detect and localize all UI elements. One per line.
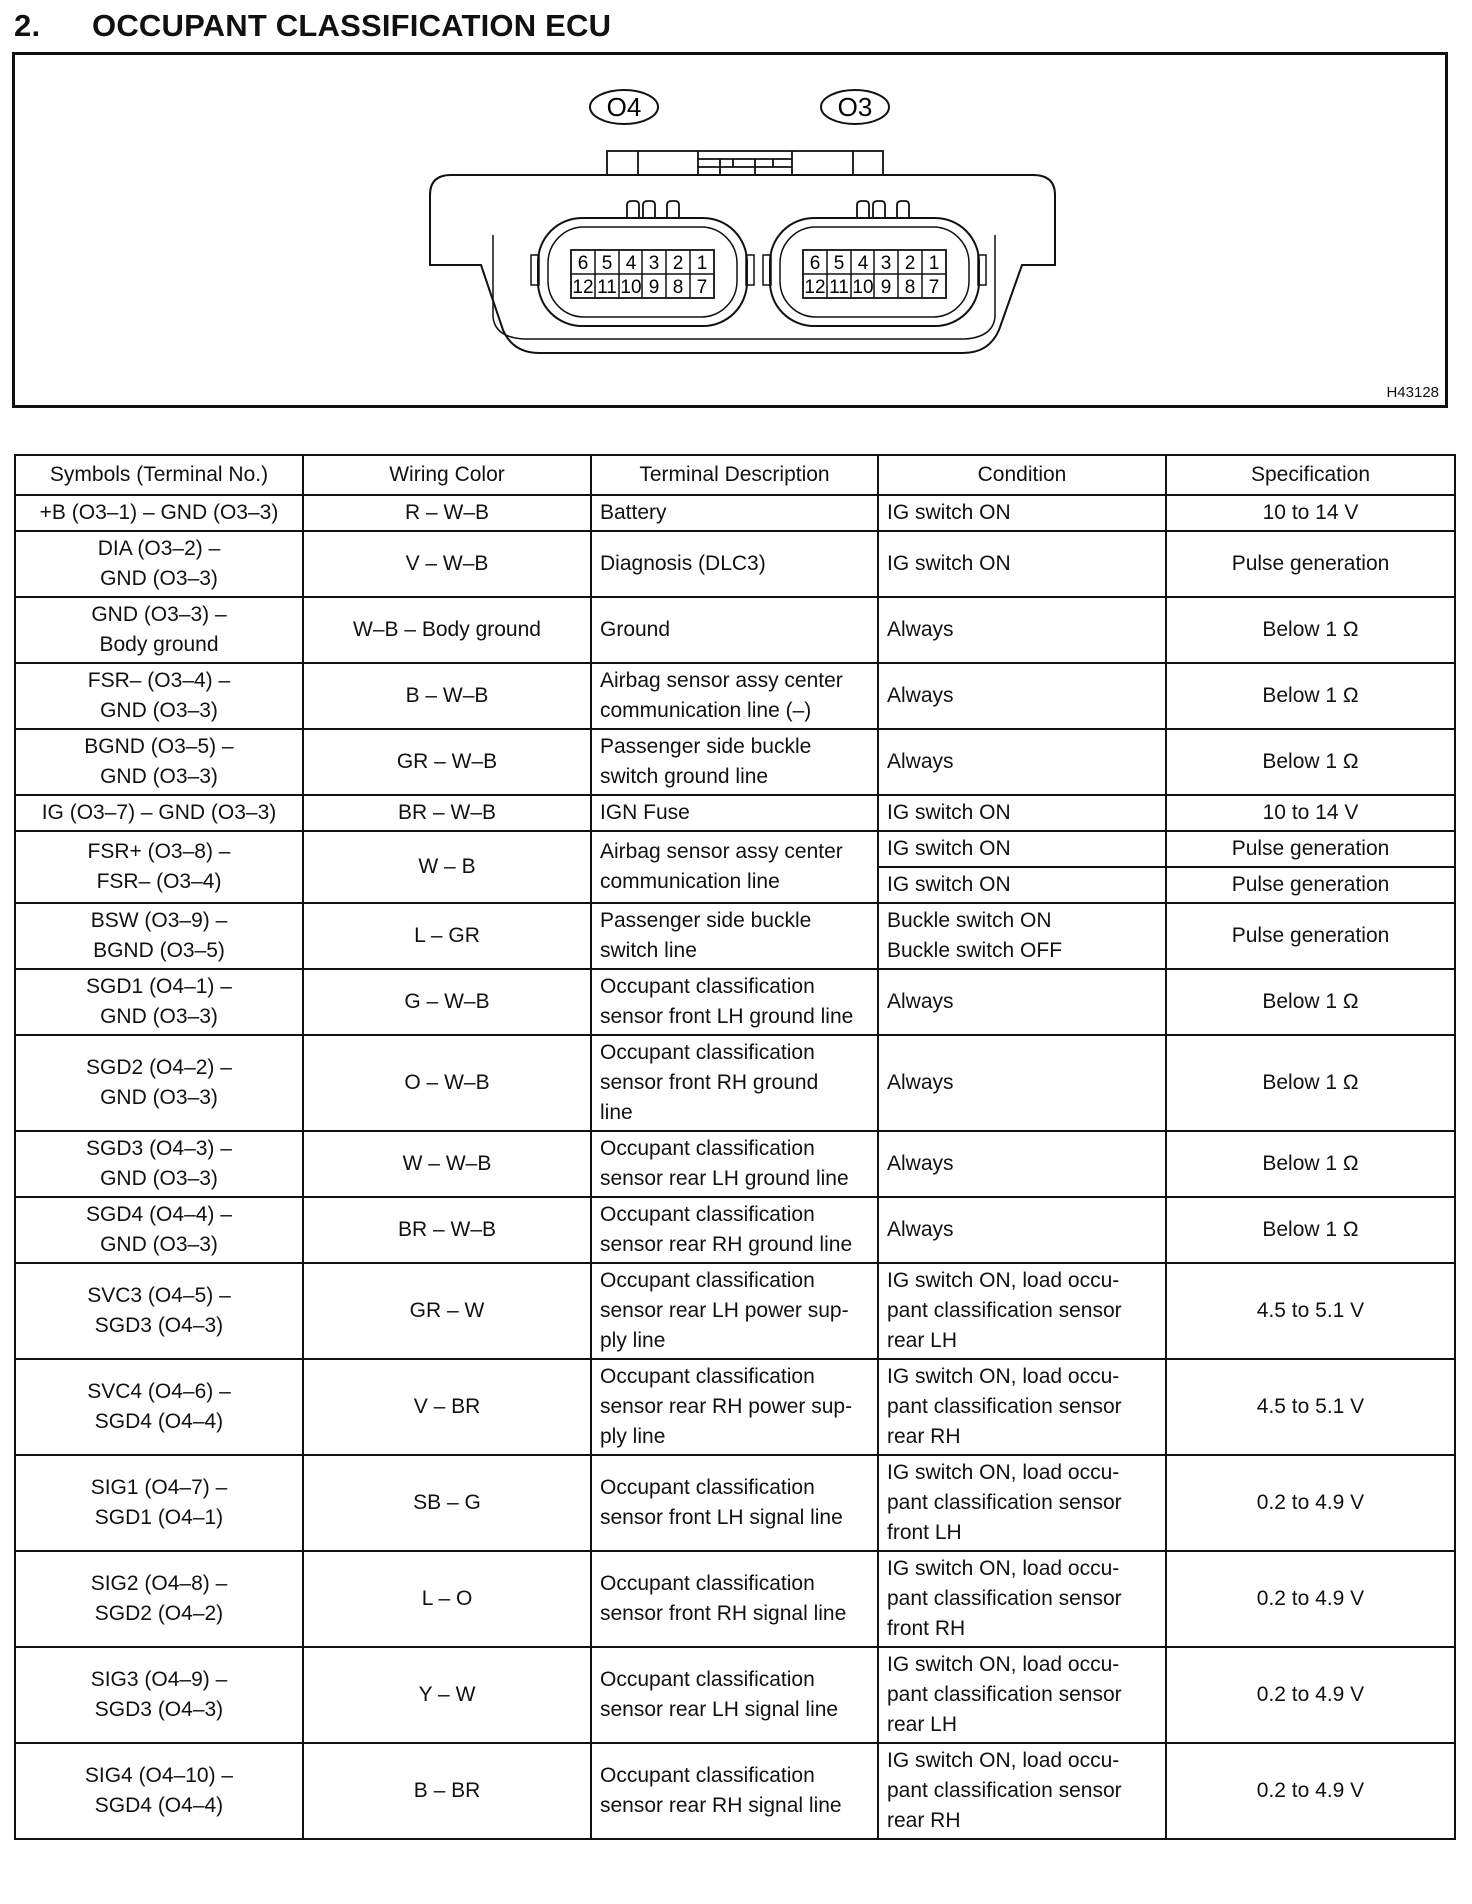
- ecu-connector-diagram: [15, 55, 1445, 405]
- cell-description: [591, 1647, 878, 1743]
- cell-symbols-text: GND (O3–3): [100, 567, 218, 590]
- table-row: [15, 1263, 1455, 1359]
- cell-condition: [878, 1743, 1166, 1839]
- connector-o3: [763, 201, 986, 326]
- cell-description: [591, 1743, 878, 1839]
- o4-terminal-1: 1: [696, 253, 708, 274]
- cell-condition-text: IG switch ON: [887, 837, 1011, 860]
- o3-terminal-8: 8: [904, 277, 916, 298]
- cell-description-text: sensor rear LH ground line: [600, 1167, 849, 1190]
- cell-symbols: [15, 1743, 303, 1839]
- cell-condition-text: Always: [887, 990, 954, 1013]
- cell-specification: [1166, 1551, 1455, 1647]
- o3-terminal-7: 7: [928, 277, 940, 298]
- cell-description-text: Occupant classification: [600, 1572, 815, 1595]
- table-row: [15, 1035, 1455, 1131]
- cell-description-text: Occupant classification: [600, 1365, 815, 1388]
- cell-wiring-color: [303, 1455, 591, 1551]
- cell-symbols-text: IG (O3–7) – GND (O3–3): [41, 801, 277, 824]
- cell-description: [591, 831, 878, 903]
- table-header-row: [15, 455, 1455, 495]
- cell-wiring-color: [303, 1197, 591, 1263]
- cell-wiring-color-text: V – BR: [413, 1395, 481, 1418]
- cell-specification: [1166, 1359, 1455, 1455]
- cell-condition-text: IG switch ON, load occu-: [887, 1461, 1120, 1484]
- cell-condition-text: IG switch ON: [887, 501, 1011, 524]
- cell-symbols-text: SGD3 (O4–3): [94, 1314, 224, 1337]
- cell-condition: [878, 1131, 1166, 1197]
- cell-symbols: [15, 795, 303, 831]
- connector-figure: [12, 52, 1448, 408]
- top-latch: [607, 151, 883, 175]
- cell-condition-text: rear RH: [887, 1809, 961, 1832]
- cell-symbols: [15, 1359, 303, 1455]
- table-row: [15, 795, 1455, 831]
- cell-condition-text: pant classification sensor: [887, 1779, 1122, 1802]
- cell-symbols-text: SGD2 (O4–2) –: [86, 1056, 232, 1079]
- cell-condition: [878, 663, 1166, 729]
- cell-description: [591, 531, 878, 597]
- o3-terminal-2: 2: [904, 253, 916, 274]
- cell-specification-text: 0.2 to 4.9 V: [1256, 1683, 1365, 1706]
- cell-specification: [1166, 1743, 1455, 1839]
- table-row: [15, 831, 1455, 867]
- header-symbols: Symbols (Terminal No.): [15, 455, 303, 495]
- connector-o4: [531, 201, 754, 326]
- table-row: [15, 1647, 1455, 1743]
- cell-condition-text: rear RH: [887, 1425, 961, 1448]
- cell-specification-text: Pulse generation: [1231, 873, 1390, 896]
- terminal-spec-table: [14, 454, 1456, 1840]
- cell-description-text: sensor rear RH ground line: [600, 1233, 853, 1256]
- cell-description-text: ply line: [600, 1329, 666, 1352]
- cell-symbols-text: SVC3 (O4–5) –: [87, 1284, 231, 1307]
- cell-condition-text: IG switch ON: [887, 873, 1011, 896]
- o4-terminal-11: 11: [597, 277, 617, 298]
- cell-description-text: Occupant classification: [600, 1041, 815, 1064]
- cell-description-text: Battery: [600, 501, 667, 524]
- cell-description: [591, 1263, 878, 1359]
- o3-terminal-12: 12: [804, 277, 826, 298]
- table-row: [15, 495, 1455, 531]
- cell-wiring-color: [303, 1035, 591, 1131]
- cell-description: [591, 969, 878, 1035]
- cell-description-text: Occupant classification: [600, 1269, 815, 1292]
- cell-symbols-text: GND (O3–3): [100, 1233, 218, 1256]
- cell-specification: [1166, 597, 1455, 663]
- cell-description-text: Occupant classification: [600, 1203, 815, 1226]
- cell-specification-text: Pulse generation: [1231, 552, 1390, 575]
- cell-condition-text: Buckle switch OFF: [887, 939, 1063, 962]
- o4-terminal-10: 10: [620, 277, 642, 298]
- cell-description: [591, 1131, 878, 1197]
- cell-specification: [1166, 1455, 1455, 1551]
- cell-description: [591, 795, 878, 831]
- table-row: [15, 531, 1455, 597]
- cell-description-text: Passenger side buckle: [600, 735, 812, 758]
- cell-symbols: [15, 1647, 303, 1743]
- cell-description-text: Diagnosis (DLC3): [600, 552, 766, 575]
- cell-specification-text: Below 1 Ω: [1262, 618, 1359, 641]
- o4-terminal-3: 3: [648, 253, 660, 274]
- cell-description: [591, 1551, 878, 1647]
- cell-symbols-text: GND (O3–3): [100, 1167, 218, 1190]
- cell-condition-text: pant classification sensor: [887, 1299, 1122, 1322]
- cell-description-text: communication line: [600, 870, 780, 893]
- cell-description-text: Occupant classification: [600, 1668, 815, 1691]
- cell-symbols-text: SGD3 (O4–3) –: [86, 1137, 232, 1160]
- cell-symbols-text: BGND (O3–5) –: [84, 735, 234, 758]
- cell-symbols-text: SIG3 (O4–9) –: [90, 1668, 228, 1691]
- cell-description-text: Airbag sensor assy center: [600, 669, 843, 692]
- cell-condition: [878, 969, 1166, 1035]
- cell-description-text: sensor front LH signal line: [600, 1506, 843, 1529]
- cell-condition-text: IG switch ON, load occu-: [887, 1749, 1120, 1772]
- cell-description-text: sensor rear LH power sup-: [600, 1299, 849, 1322]
- cell-symbols-text: FSR+ (O3–8) –: [87, 840, 231, 863]
- cell-symbols: [15, 1035, 303, 1131]
- cell-symbols: [15, 1455, 303, 1551]
- cell-condition-text: IG switch ON, load occu-: [887, 1557, 1120, 1580]
- cell-symbols-text: BGND (O3–5): [93, 939, 225, 962]
- cell-symbols: [15, 969, 303, 1035]
- cell-condition-text: IG switch ON: [887, 801, 1011, 824]
- cell-wiring-color-text: R – W–B: [404, 501, 490, 524]
- o3-terminal-5: 5: [833, 253, 845, 274]
- cell-wiring-color-text: Y – W: [418, 1683, 476, 1706]
- cell-symbols: [15, 597, 303, 663]
- o4-terminal-5: 5: [601, 253, 613, 274]
- cell-wiring-color-text: O – W–B: [404, 1071, 490, 1094]
- cell-symbols-text: SGD2 (O4–2): [94, 1602, 224, 1625]
- table-row: [15, 597, 1455, 663]
- cell-specification-text: Below 1 Ω: [1262, 684, 1359, 707]
- cell-condition: [878, 1455, 1166, 1551]
- cell-description: [591, 729, 878, 795]
- table-body: [15, 495, 1455, 1839]
- cell-description-text: Ground: [600, 618, 671, 641]
- cell-condition-text: IG switch ON, load occu-: [887, 1653, 1120, 1676]
- table-row: [15, 1551, 1455, 1647]
- o4-terminal-7: 7: [696, 277, 708, 298]
- cell-wiring-color: [303, 831, 591, 903]
- cell-wiring-color: [303, 495, 591, 531]
- cell-specification-text: 0.2 to 4.9 V: [1256, 1587, 1365, 1610]
- cell-specification-text: 10 to 14 V: [1262, 801, 1359, 824]
- cell-wiring-color-text: G – W–B: [404, 990, 490, 1013]
- cell-specification-text: 0.2 to 4.9 V: [1256, 1779, 1365, 1802]
- cell-symbols: [15, 1551, 303, 1647]
- o3-terminal-4: 4: [857, 253, 869, 274]
- cell-wiring-color: [303, 1743, 591, 1839]
- o4-terminal-12: 12: [572, 277, 594, 298]
- cell-condition-text: Always: [887, 1152, 954, 1175]
- cell-description: [591, 1359, 878, 1455]
- cell-condition: [878, 1551, 1166, 1647]
- header-wiring-color: Wiring Color: [303, 455, 591, 495]
- header-specification: Specification: [1166, 455, 1455, 495]
- table-row: [15, 969, 1455, 1035]
- cell-description-text: Occupant classification: [600, 1764, 815, 1787]
- table-row: [15, 1197, 1455, 1263]
- cell-description-text: switch ground line: [600, 765, 769, 788]
- cell-specification: [1166, 1131, 1455, 1197]
- cell-specification: [1166, 729, 1455, 795]
- cell-condition: [878, 1263, 1166, 1359]
- cell-symbols-text: +B (O3–1) – GND (O3–3): [39, 501, 279, 524]
- cell-wiring-color: [303, 1359, 591, 1455]
- cell-description-text: communication line (–): [600, 699, 812, 722]
- cell-symbols-text: SGD1 (O4–1): [94, 1506, 224, 1529]
- cell-description-text: sensor front LH ground line: [600, 1005, 854, 1028]
- cell-wiring-color: [303, 1551, 591, 1647]
- cell-description-text: Airbag sensor assy center: [600, 840, 843, 863]
- cell-condition-text: front LH: [887, 1521, 962, 1544]
- cell-condition-text: Always: [887, 684, 954, 707]
- cell-description-text: sensor front RH ground: [600, 1071, 819, 1094]
- section-heading: [14, 8, 611, 44]
- cell-wiring-color: [303, 729, 591, 795]
- cell-wiring-color-text: W–B – Body ground: [353, 618, 541, 641]
- cell-specification-text: Pulse generation: [1231, 924, 1390, 947]
- connector-left-label: O4: [606, 92, 642, 122]
- table-row: [15, 1455, 1455, 1551]
- o4-terminal-8: 8: [672, 277, 684, 298]
- cell-condition-text: IG switch ON, load occu-: [887, 1269, 1120, 1292]
- o3-terminal-3: 3: [880, 253, 892, 274]
- cell-specification: [1166, 969, 1455, 1035]
- cell-condition-text: Always: [887, 1071, 954, 1094]
- cell-symbols: [15, 729, 303, 795]
- cell-specification: [1166, 1263, 1455, 1359]
- cell-condition: [878, 795, 1166, 831]
- cell-specification: [1166, 1197, 1455, 1263]
- cell-symbols-text: SGD1 (O4–1) –: [86, 975, 232, 998]
- cell-description-text: sensor rear LH signal line: [600, 1698, 839, 1721]
- cell-symbols: [15, 1263, 303, 1359]
- cell-wiring-color-text: BR – W–B: [397, 801, 497, 824]
- cell-wiring-color: [303, 969, 591, 1035]
- cell-condition-text: pant classification sensor: [887, 1395, 1122, 1418]
- cell-wiring-color-text: GR – W–B: [396, 750, 498, 773]
- cell-description-text: Occupant classification: [600, 1476, 815, 1499]
- cell-condition: [878, 903, 1166, 969]
- cell-condition: [878, 1359, 1166, 1455]
- cell-wiring-color-text: V – W–B: [405, 552, 489, 575]
- cell-specification-text: Pulse generation: [1231, 837, 1390, 860]
- cell-symbols-text: SVC4 (O4–6) –: [87, 1380, 231, 1403]
- header-terminal-description: Terminal Description: [591, 455, 878, 495]
- cell-specification: [1166, 1035, 1455, 1131]
- cell-symbols: [15, 531, 303, 597]
- cell-specification-text: Below 1 Ω: [1262, 1071, 1359, 1094]
- cell-symbols-text: SGD4 (O4–4) –: [86, 1203, 232, 1226]
- cell-condition-text: Buckle switch ON: [887, 909, 1052, 932]
- cell-wiring-color-text: L – O: [421, 1587, 473, 1610]
- cell-specification: [1166, 867, 1455, 903]
- cell-wiring-color-text: BR – W–B: [397, 1218, 497, 1241]
- cell-description-text: Occupant classification: [600, 975, 815, 998]
- cell-specification: [1166, 903, 1455, 969]
- cell-condition: [878, 867, 1166, 903]
- ecu-body: [430, 175, 1055, 353]
- cell-specification-text: 0.2 to 4.9 V: [1256, 1491, 1365, 1514]
- cell-specification: [1166, 795, 1455, 831]
- cell-condition-text: front RH: [887, 1617, 966, 1640]
- cell-condition: [878, 1647, 1166, 1743]
- table-row: [15, 729, 1455, 795]
- cell-wiring-color: [303, 1131, 591, 1197]
- cell-symbols-text: Body ground: [99, 633, 219, 656]
- cell-description-text: sensor front RH signal line: [600, 1602, 847, 1625]
- cell-symbols-text: SIG2 (O4–8) –: [90, 1572, 228, 1595]
- o3-terminal-1: 1: [928, 253, 940, 274]
- cell-condition: [878, 531, 1166, 597]
- cell-symbols-text: GND (O3–3): [100, 765, 218, 788]
- cell-wiring-color-text: B – BR: [413, 1779, 481, 1802]
- cell-wiring-color-text: B – W–B: [405, 684, 489, 707]
- cell-condition-text: IG switch ON: [887, 552, 1011, 575]
- cell-symbols-text: BSW (O3–9) –: [90, 909, 228, 932]
- cell-wiring-color-text: L – GR: [414, 924, 480, 947]
- cell-symbols: [15, 1197, 303, 1263]
- cell-description-text: Occupant classification: [600, 1137, 815, 1160]
- cell-symbols-text: GND (O3–3): [100, 699, 218, 722]
- cell-wiring-color: [303, 597, 591, 663]
- header-condition: Condition: [878, 455, 1166, 495]
- cell-symbols-text: GND (O3–3): [100, 1086, 218, 1109]
- cell-symbols-text: SIG4 (O4–10) –: [84, 1764, 234, 1787]
- cell-symbols: [15, 495, 303, 531]
- cell-specification: [1166, 663, 1455, 729]
- cell-wiring-color: [303, 1647, 591, 1743]
- cell-symbols: [15, 663, 303, 729]
- o4-terminal-2: 2: [672, 253, 684, 274]
- cell-wiring-color-text: GR – W: [409, 1299, 485, 1322]
- cell-symbols-text: SIG1 (O4–7) –: [90, 1476, 228, 1499]
- cell-symbols: [15, 1131, 303, 1197]
- cell-wiring-color: [303, 795, 591, 831]
- cell-symbols: [15, 831, 303, 903]
- cell-condition-text: IG switch ON, load occu-: [887, 1365, 1120, 1388]
- cell-description-text: ply line: [600, 1425, 666, 1448]
- cell-description: [591, 1455, 878, 1551]
- cell-condition-text: pant classification sensor: [887, 1491, 1122, 1514]
- table-row: [15, 1131, 1455, 1197]
- cell-description-text: sensor rear RH signal line: [600, 1794, 842, 1817]
- cell-condition-text: rear LH: [887, 1329, 958, 1352]
- cell-condition-text: Always: [887, 618, 954, 641]
- cell-symbols-text: FSR– (O3–4) –: [87, 669, 231, 692]
- cell-symbols: [15, 903, 303, 969]
- cell-specification: [1166, 1647, 1455, 1743]
- cell-description: [591, 663, 878, 729]
- cell-condition: [878, 1197, 1166, 1263]
- cell-symbols-text: DIA (O3–2) –: [97, 537, 221, 560]
- cell-specification: [1166, 831, 1455, 867]
- cell-wiring-color: [303, 903, 591, 969]
- o3-terminal-11: 11: [829, 277, 849, 298]
- cell-symbols-text: GND (O3–3): [100, 1005, 218, 1028]
- cell-symbols-text: SGD4 (O4–4): [94, 1794, 224, 1817]
- cell-specification-text: Below 1 Ω: [1262, 1152, 1359, 1175]
- cell-description: [591, 495, 878, 531]
- cell-wiring-color: [303, 531, 591, 597]
- table-row: [15, 1743, 1455, 1839]
- cell-condition-text: Always: [887, 1218, 954, 1241]
- cell-description: [591, 1035, 878, 1131]
- cell-symbols-text: FSR– (O3–4): [96, 870, 222, 893]
- cell-description-text: switch line: [600, 939, 697, 962]
- cell-symbols-text: SGD3 (O4–3): [94, 1698, 224, 1721]
- cell-condition-text: pant classification sensor: [887, 1683, 1122, 1706]
- cell-specification-text: 10 to 14 V: [1262, 501, 1359, 524]
- cell-specification-text: 4.5 to 5.1 V: [1256, 1299, 1365, 1322]
- cell-condition-text: pant classification sensor: [887, 1587, 1122, 1610]
- cell-specification-text: 4.5 to 5.1 V: [1256, 1395, 1365, 1418]
- table-row: [15, 663, 1455, 729]
- o4-terminal-6: 6: [577, 253, 589, 274]
- cell-wiring-color: [303, 663, 591, 729]
- cell-condition: [878, 831, 1166, 867]
- cell-wiring-color-text: W – B: [418, 855, 476, 878]
- cell-wiring-color: [303, 1263, 591, 1359]
- o3-terminal-6: 6: [809, 253, 821, 274]
- cell-description-text: Passenger side buckle: [600, 909, 812, 932]
- cell-condition-text: Always: [887, 750, 954, 773]
- cell-description: [591, 597, 878, 663]
- cell-condition: [878, 597, 1166, 663]
- cell-description-text: sensor rear RH power sup-: [600, 1395, 853, 1418]
- cell-description-text: IGN Fuse: [600, 801, 690, 824]
- table-row: [15, 1359, 1455, 1455]
- cell-condition-text: rear LH: [887, 1713, 958, 1736]
- connector-right-label: O3: [837, 92, 873, 122]
- cell-condition: [878, 1035, 1166, 1131]
- cell-wiring-color-text: W – W–B: [402, 1152, 492, 1175]
- o4-terminal-4: 4: [625, 253, 637, 274]
- cell-symbols-text: SGD4 (O4–4): [94, 1410, 224, 1433]
- cell-specification-text: Below 1 Ω: [1262, 1218, 1359, 1241]
- section-title: OCCUPANT CLASSIFICATION ECU: [92, 8, 612, 43]
- table-row: [15, 903, 1455, 969]
- figure-code: H43128: [1386, 384, 1439, 401]
- cell-specification-text: Below 1 Ω: [1262, 750, 1359, 773]
- cell-specification: [1166, 531, 1455, 597]
- cell-symbols-text: GND (O3–3) –: [91, 603, 227, 626]
- o3-terminal-10: 10: [852, 277, 874, 298]
- cell-specification-text: Below 1 Ω: [1262, 990, 1359, 1013]
- cell-specification: [1166, 495, 1455, 531]
- o4-terminal-9: 9: [648, 277, 660, 298]
- cell-wiring-color-text: SB – G: [413, 1491, 481, 1514]
- o3-terminal-9: 9: [880, 277, 892, 298]
- cell-condition: [878, 729, 1166, 795]
- cell-condition: [878, 495, 1166, 531]
- cell-description: [591, 903, 878, 969]
- cell-description: [591, 1197, 878, 1263]
- cell-description-text: line: [600, 1101, 633, 1124]
- section-number: 2.: [14, 8, 41, 43]
